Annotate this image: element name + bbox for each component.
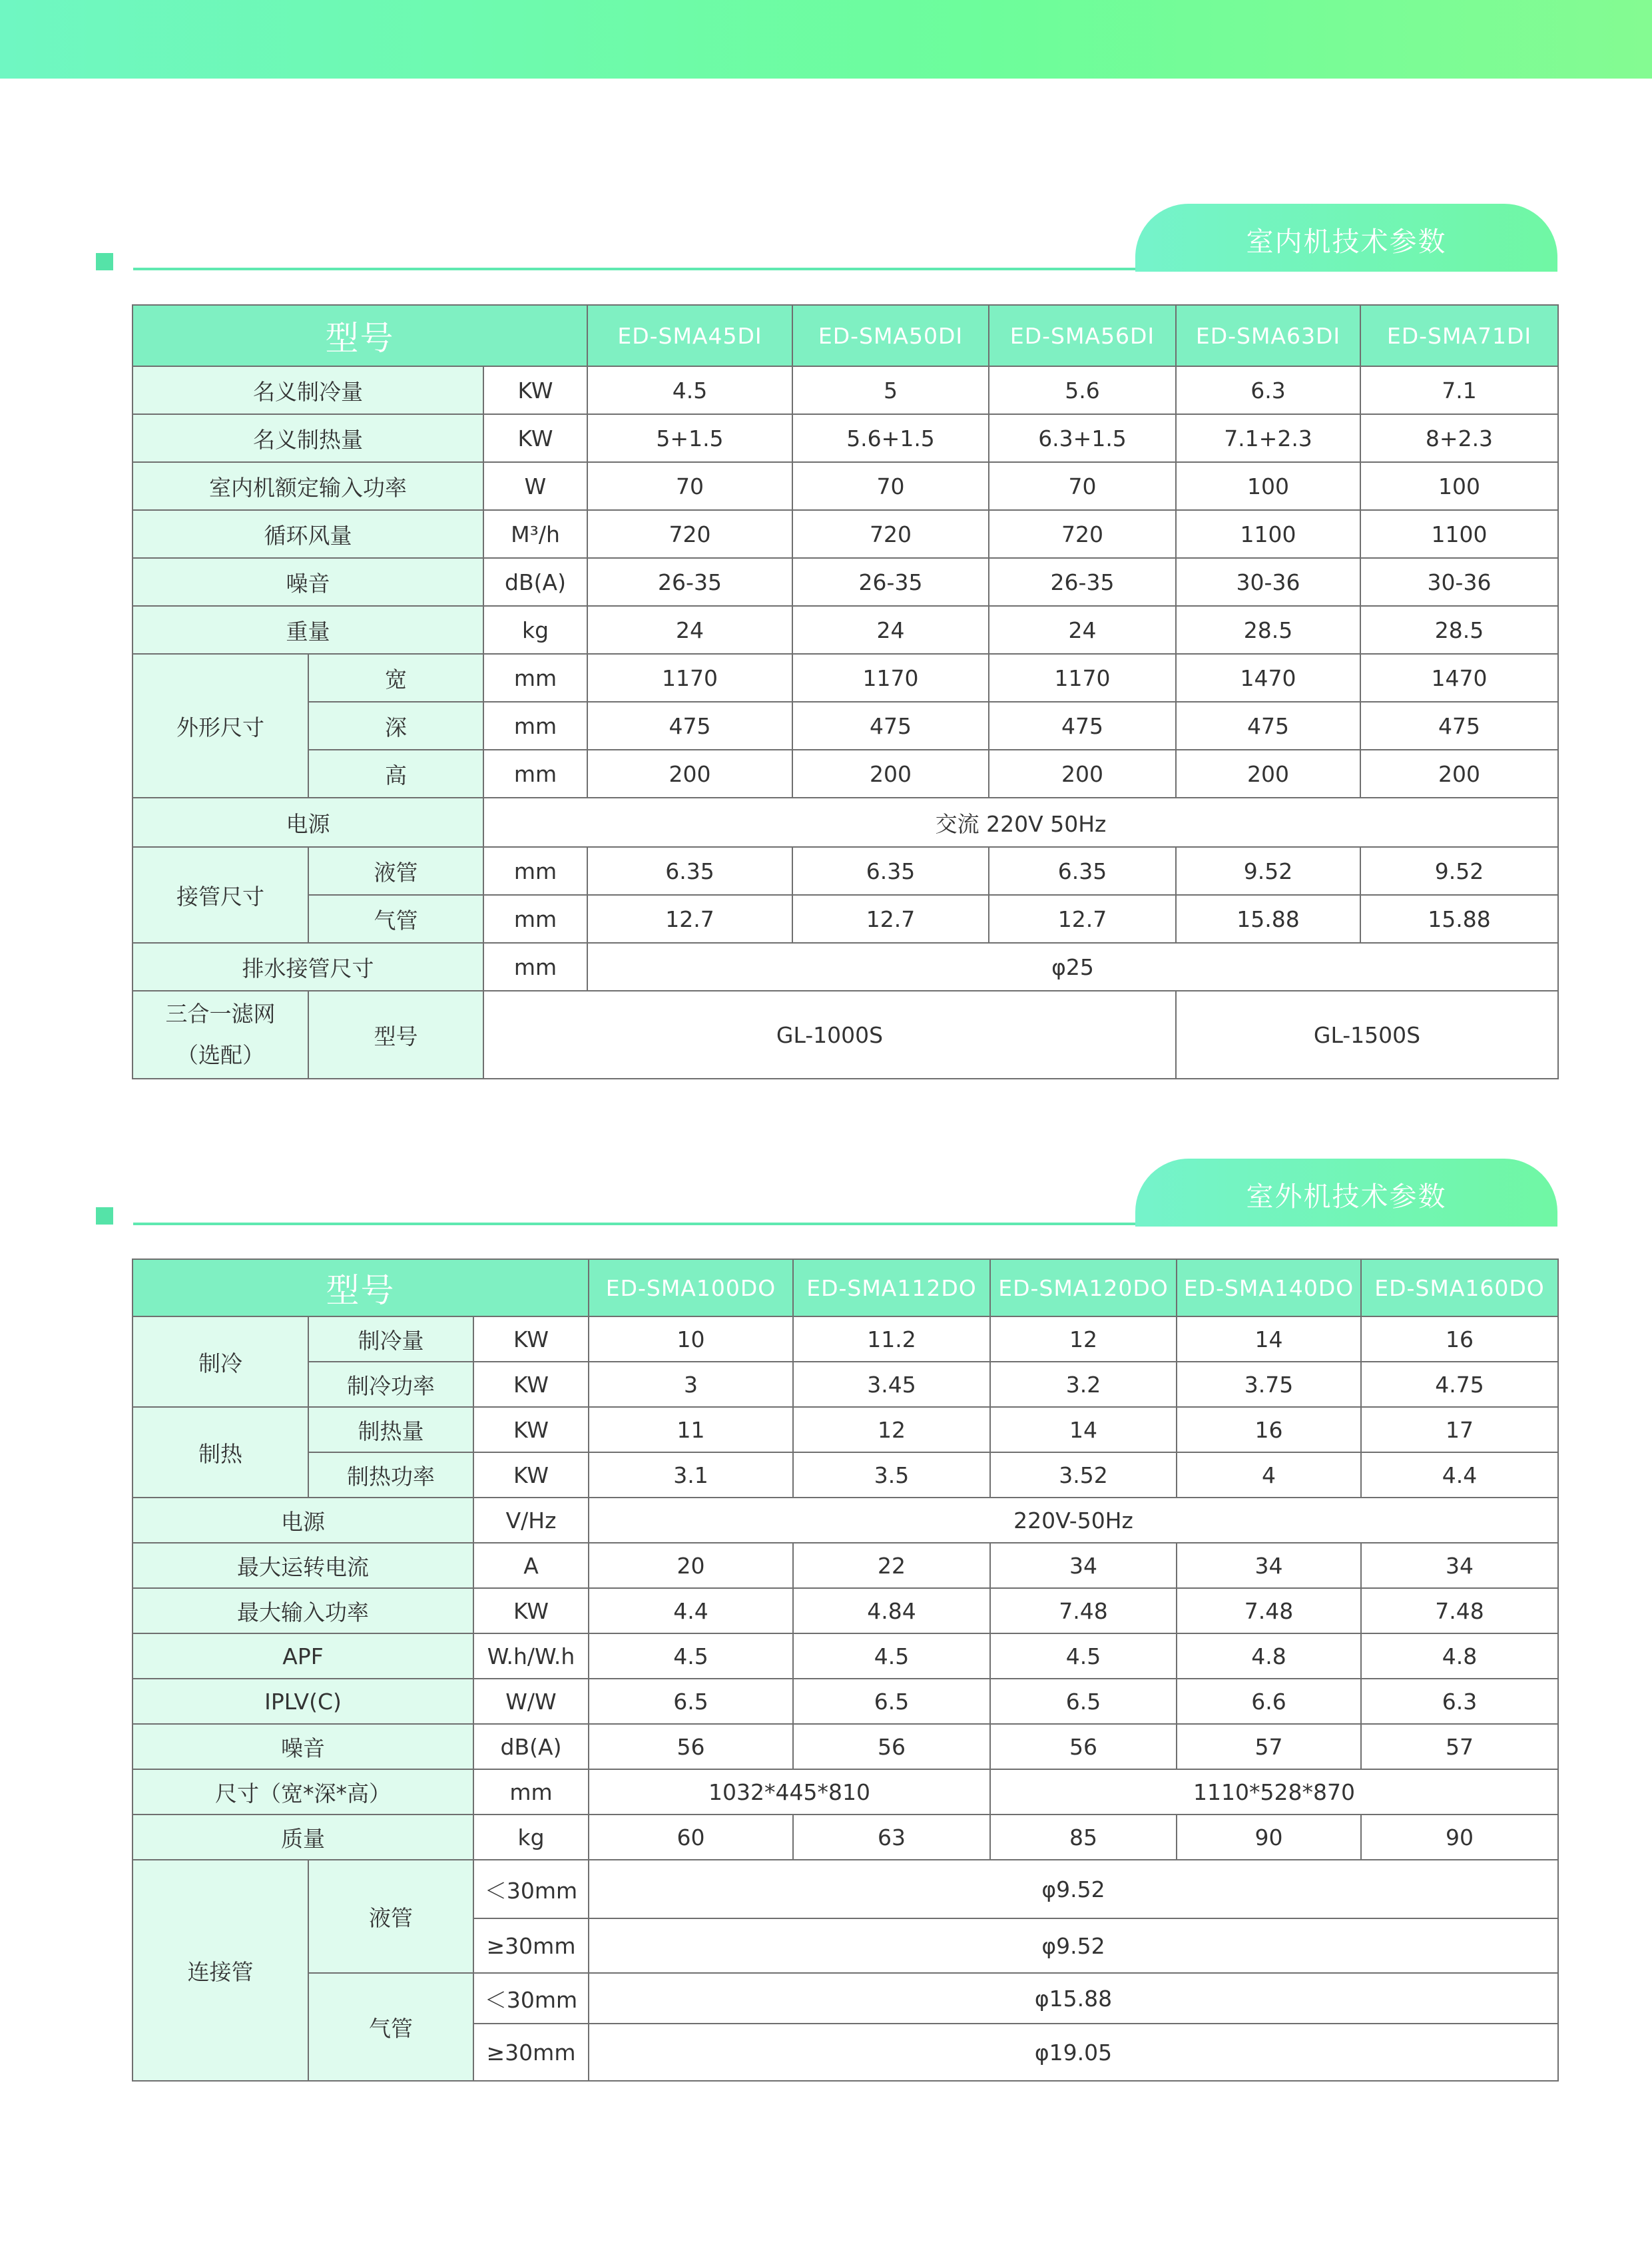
- top-gradient-bar: [0, 0, 1652, 79]
- value-cell: 10: [589, 1316, 793, 1362]
- value-cell: GL-1500S: [1176, 991, 1558, 1079]
- value-cell: 12: [793, 1407, 990, 1452]
- value-cell: 3.52: [990, 1452, 1177, 1498]
- table-row: [133, 558, 1558, 606]
- value-cell: 85: [990, 1815, 1177, 1860]
- value-cell: 6.5: [990, 1679, 1177, 1724]
- table-row: [133, 1452, 1558, 1498]
- unit-cell: M³/h: [483, 510, 587, 558]
- value-cell: 9.52: [1360, 847, 1558, 895]
- value-cell: 475: [587, 702, 792, 750]
- row-label: 最大输入功率: [133, 1588, 473, 1633]
- value-cell: 70: [792, 462, 989, 510]
- unit-cell: kg: [483, 606, 587, 654]
- value-cell: 26-35: [989, 558, 1176, 606]
- row-label: 重量: [133, 606, 483, 654]
- row-label: 名义制热量: [133, 414, 483, 462]
- unit-cell: mm: [483, 895, 587, 943]
- unit-cell: ≥30mm: [473, 1918, 589, 1973]
- sub-label: 制热量: [308, 1407, 473, 1452]
- table-row: [133, 1543, 1558, 1588]
- table-row: [133, 1316, 1558, 1362]
- value-cell: φ15.88: [589, 1973, 1558, 2024]
- unit-cell: mm: [473, 1769, 589, 1815]
- unit-cell: A: [473, 1543, 589, 1588]
- filter-label-line2: （选配）: [176, 1042, 264, 1068]
- value-cell: 6.35: [989, 847, 1176, 895]
- unit-cell: ＜30mm: [473, 1860, 589, 1918]
- value-cell: 4.8: [1177, 1633, 1361, 1679]
- value-cell: 4.5: [793, 1633, 990, 1679]
- value-cell: 30-36: [1176, 558, 1360, 606]
- value-cell: 6.3+1.5: [989, 414, 1176, 462]
- value-cell: 475: [792, 702, 989, 750]
- value-cell: 34: [1177, 1543, 1361, 1588]
- unit-cell: kg: [473, 1815, 589, 1860]
- value-cell: 7.48: [990, 1588, 1177, 1633]
- value-cell: 6.35: [792, 847, 989, 895]
- value-cell: 6.5: [589, 1679, 793, 1724]
- value-cell: 475: [1176, 702, 1360, 750]
- section-title-indoor: 室内机技术参数: [1135, 204, 1557, 272]
- value-cell: 200: [792, 750, 989, 798]
- value-cell: 11.2: [793, 1316, 990, 1362]
- model-name: ED-SMA160DO: [1361, 1259, 1558, 1316]
- value-cell: 1100: [1360, 510, 1558, 558]
- unit-cell: W/W: [473, 1679, 589, 1724]
- value-cell: 26-35: [792, 558, 989, 606]
- table-header-row: [133, 1259, 1558, 1316]
- group-label: 外形尺寸: [133, 654, 308, 798]
- sub-label: 气管: [308, 895, 483, 943]
- table-row: [133, 654, 1558, 702]
- table-row: [133, 1815, 1558, 1860]
- unit-cell: mm: [483, 702, 587, 750]
- value-cell: 70: [989, 462, 1176, 510]
- value-cell: 4.4: [1361, 1452, 1558, 1498]
- unit-cell: KW: [483, 414, 587, 462]
- sub-label: 宽: [308, 654, 483, 702]
- row-label: 质量: [133, 1815, 473, 1860]
- model-header-label: 型号: [133, 305, 587, 366]
- value-cell: 16: [1177, 1407, 1361, 1452]
- table-row: [133, 1362, 1558, 1407]
- sub-label: 制热功率: [308, 1452, 473, 1498]
- table-row: [133, 1633, 1558, 1679]
- indoor-spec-table: [132, 304, 1559, 1079]
- model-name: ED-SMA140DO: [1177, 1259, 1361, 1316]
- group-label: 接管尺寸: [133, 847, 308, 943]
- row-label: IPLV(C): [133, 1679, 473, 1724]
- value-cell: 24: [587, 606, 792, 654]
- table-row: [133, 462, 1558, 510]
- unit-cell: W: [483, 462, 587, 510]
- row-label: APF: [133, 1633, 473, 1679]
- value-cell: 100: [1176, 462, 1360, 510]
- model-name: ED-SMA100DO: [589, 1259, 793, 1316]
- value-cell: 720: [989, 510, 1176, 558]
- value-cell: 14: [990, 1407, 1177, 1452]
- value-cell: 1170: [792, 654, 989, 702]
- value-cell: 15.88: [1176, 895, 1360, 943]
- sub-label: 高: [308, 750, 483, 798]
- value-cell: 4.84: [793, 1588, 990, 1633]
- unit-cell: ＜30mm: [473, 1973, 589, 2024]
- table-row: [133, 798, 1558, 847]
- value-cell: 1170: [989, 654, 1176, 702]
- value-cell: 200: [587, 750, 792, 798]
- row-label: 电源: [133, 1498, 473, 1543]
- sub-label: 气管: [308, 1973, 473, 2081]
- value-cell: 63: [793, 1815, 990, 1860]
- row-label: 尺寸（宽*深*高）: [133, 1769, 473, 1815]
- model-name: ED-SMA112DO: [793, 1259, 990, 1316]
- value-cell: 4.5: [990, 1633, 1177, 1679]
- value-cell: 90: [1361, 1815, 1558, 1860]
- value-cell: 4.8: [1361, 1633, 1558, 1679]
- value-cell: 20: [589, 1543, 793, 1588]
- table-row: [133, 991, 1558, 1079]
- unit-cell: KW: [483, 366, 587, 414]
- value-cell: 220V-50Hz: [589, 1498, 1558, 1543]
- sub-label: 制冷量: [308, 1316, 473, 1362]
- unit-cell: ≥30mm: [473, 2024, 589, 2081]
- value-cell: 200: [1360, 750, 1558, 798]
- value-cell: 60: [589, 1815, 793, 1860]
- group-label: 制冷: [133, 1316, 308, 1407]
- group-label: 制热: [133, 1407, 308, 1498]
- unit-cell: dB(A): [473, 1724, 589, 1769]
- value-cell: φ9.52: [589, 1860, 1558, 1918]
- section-marker-indoor: [96, 253, 113, 270]
- value-cell: 1110*528*870: [990, 1769, 1558, 1815]
- model-name: ED-SMA45DI: [587, 305, 792, 366]
- unit-cell: dB(A): [483, 558, 587, 606]
- value-cell: 6.3: [1176, 366, 1360, 414]
- value-cell: 200: [989, 750, 1176, 798]
- value-cell: 56: [990, 1724, 1177, 1769]
- value-cell: 5.6: [989, 366, 1176, 414]
- value-cell: 57: [1361, 1724, 1558, 1769]
- value-cell: 720: [587, 510, 792, 558]
- filter-label: [133, 991, 308, 1079]
- value-cell: 11: [589, 1407, 793, 1452]
- row-label: 室内机额定输入功率: [133, 462, 483, 510]
- value-cell: 100: [1360, 462, 1558, 510]
- model-name: ED-SMA71DI: [1360, 305, 1558, 366]
- value-cell: 14: [1177, 1316, 1361, 1362]
- value-cell: 17: [1361, 1407, 1558, 1452]
- row-label: 名义制冷量: [133, 366, 483, 414]
- value-cell: 12.7: [587, 895, 792, 943]
- unit-cell: KW: [473, 1407, 589, 1452]
- value-cell: 7.1+2.3: [1176, 414, 1360, 462]
- unit-cell: KW: [473, 1362, 589, 1407]
- value-cell: 475: [1360, 702, 1558, 750]
- value-cell: 24: [792, 606, 989, 654]
- table-row: [133, 895, 1558, 943]
- value-cell: 3.1: [589, 1452, 793, 1498]
- table-row: [133, 1973, 1558, 2024]
- row-label: 电源: [133, 798, 483, 847]
- table-row: [133, 847, 1558, 895]
- value-cell: 24: [989, 606, 1176, 654]
- value-cell: 30-36: [1360, 558, 1558, 606]
- value-cell: 56: [793, 1724, 990, 1769]
- value-cell: 1100: [1176, 510, 1360, 558]
- value-cell: 6.3: [1361, 1679, 1558, 1724]
- model-name: ED-SMA56DI: [989, 305, 1176, 366]
- value-cell: 28.5: [1176, 606, 1360, 654]
- value-cell: 7.1: [1360, 366, 1558, 414]
- value-cell: 3.2: [990, 1362, 1177, 1407]
- value-cell: 720: [792, 510, 989, 558]
- value-cell: 12: [990, 1316, 1177, 1362]
- table-row: [133, 943, 1558, 991]
- value-cell: φ25: [587, 943, 1558, 991]
- table-row: [133, 1724, 1558, 1769]
- value-cell: 8+2.3: [1360, 414, 1558, 462]
- table-row: [133, 510, 1558, 558]
- sub-label: 深: [308, 702, 483, 750]
- value-cell: 26-35: [587, 558, 792, 606]
- unit-cell: V/Hz: [473, 1498, 589, 1543]
- value-cell: 1470: [1176, 654, 1360, 702]
- table-row: [133, 750, 1558, 798]
- value-cell: 1470: [1360, 654, 1558, 702]
- sub-label: 制冷功率: [308, 1362, 473, 1407]
- group-label: 连接管: [133, 1860, 308, 2081]
- value-cell: 3.75: [1177, 1362, 1361, 1407]
- unit-cell: mm: [483, 943, 587, 991]
- value-cell: 15.88: [1360, 895, 1558, 943]
- value-cell: 7.48: [1361, 1588, 1558, 1633]
- filter-label-line1: 三合一滤网: [165, 1001, 276, 1027]
- sub-label: 液管: [308, 1860, 473, 1973]
- section-marker-outdoor: [96, 1207, 113, 1225]
- table-row: [133, 1407, 1558, 1452]
- value-cell: 22: [793, 1543, 990, 1588]
- value-cell: 5: [792, 366, 989, 414]
- table-row: [133, 1769, 1558, 1815]
- section-title-outdoor: 室外机技术参数: [1135, 1159, 1557, 1227]
- row-label: 噪音: [133, 1724, 473, 1769]
- value-cell: 12.7: [989, 895, 1176, 943]
- value-cell: 6.35: [587, 847, 792, 895]
- row-label: 噪音: [133, 558, 483, 606]
- unit-cell: mm: [483, 654, 587, 702]
- value-cell: 7.48: [1177, 1588, 1361, 1633]
- table-row: [133, 1679, 1558, 1724]
- value-cell: 34: [990, 1543, 1177, 1588]
- table-row: [133, 1860, 1558, 1918]
- sub-label: 液管: [308, 847, 483, 895]
- value-cell: 57: [1177, 1724, 1361, 1769]
- value-cell: 475: [989, 702, 1176, 750]
- value-cell: 4.5: [589, 1633, 793, 1679]
- value-cell: 3.45: [793, 1362, 990, 1407]
- row-label: 循环风量: [133, 510, 483, 558]
- value-cell: 交流 220V 50Hz: [483, 798, 1558, 847]
- row-label: 最大运转电流: [133, 1543, 473, 1588]
- value-cell: 4: [1177, 1452, 1361, 1498]
- table-row: [133, 414, 1558, 462]
- value-cell: 200: [1176, 750, 1360, 798]
- value-cell: 34: [1361, 1543, 1558, 1588]
- value-cell: 12.7: [792, 895, 989, 943]
- unit-cell: KW: [473, 1316, 589, 1362]
- value-cell: 4.4: [589, 1588, 793, 1633]
- value-cell: 5+1.5: [587, 414, 792, 462]
- value-cell: 9.52: [1176, 847, 1360, 895]
- model-name: ED-SMA50DI: [792, 305, 989, 366]
- table-row: [133, 1588, 1558, 1633]
- value-cell: 6.5: [793, 1679, 990, 1724]
- value-cell: 1170: [587, 654, 792, 702]
- value-cell: 5.6+1.5: [792, 414, 989, 462]
- table-row: [133, 366, 1558, 414]
- model-name: ED-SMA120DO: [990, 1259, 1177, 1316]
- sub-label: 型号: [308, 991, 483, 1079]
- value-cell: 16: [1361, 1316, 1558, 1362]
- value-cell: GL-1000S: [483, 991, 1176, 1079]
- table-row: [133, 702, 1558, 750]
- value-cell: 6.6: [1177, 1679, 1361, 1724]
- value-cell: 4.75: [1361, 1362, 1558, 1407]
- unit-cell: KW: [473, 1588, 589, 1633]
- value-cell: 70: [587, 462, 792, 510]
- outdoor-spec-table: [132, 1259, 1559, 2082]
- value-cell: 56: [589, 1724, 793, 1769]
- table-header-row: [133, 305, 1558, 366]
- value-cell: 1032*445*810: [589, 1769, 990, 1815]
- value-cell: 28.5: [1360, 606, 1558, 654]
- value-cell: 3.5: [793, 1452, 990, 1498]
- unit-cell: KW: [473, 1452, 589, 1498]
- value-cell: φ9.52: [589, 1918, 1558, 1973]
- unit-cell: W.h/W.h: [473, 1633, 589, 1679]
- value-cell: 4.5: [587, 366, 792, 414]
- value-cell: 3: [589, 1362, 793, 1407]
- model-name: ED-SMA63DI: [1176, 305, 1360, 366]
- value-cell: 90: [1177, 1815, 1361, 1860]
- unit-cell: mm: [483, 847, 587, 895]
- model-header-label: 型号: [133, 1259, 589, 1316]
- row-label: 排水接管尺寸: [133, 943, 483, 991]
- table-row: [133, 1498, 1558, 1543]
- table-row: [133, 606, 1558, 654]
- value-cell: φ19.05: [589, 2024, 1558, 2081]
- unit-cell: mm: [483, 750, 587, 798]
